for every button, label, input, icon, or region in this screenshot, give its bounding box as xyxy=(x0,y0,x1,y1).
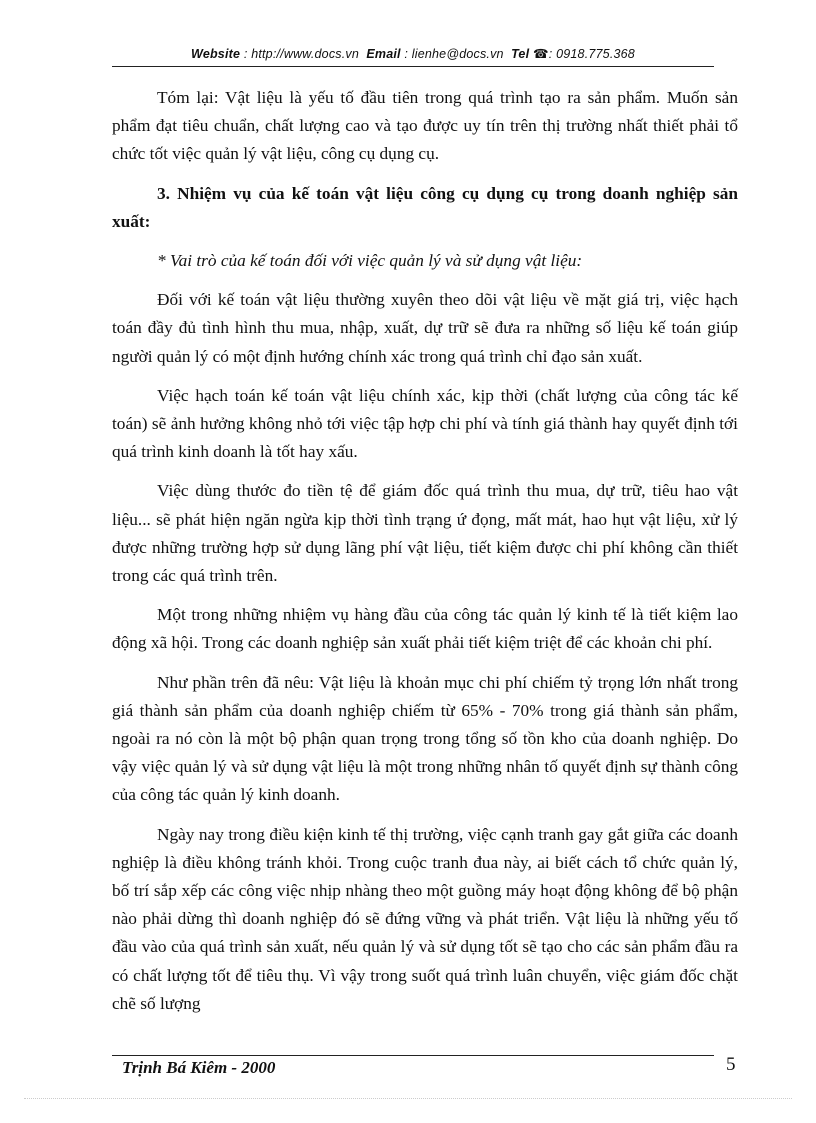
website-label: Website xyxy=(191,47,241,61)
email-label: Email xyxy=(366,47,401,61)
email-value: : lienhe@docs.vn xyxy=(404,47,504,61)
tel-label: Tel xyxy=(511,47,530,61)
page-header xyxy=(112,46,714,61)
phone-icon: ☎ xyxy=(532,47,549,61)
paragraph: Ngày nay trong điều kiện kinh tế thị trường, việc cạnh tranh gay gắt giữa các doanh nghiệp là điều không tránh khỏi. Trong cuộc tranh đua này, ai biết cách tổ chức quản lý, bố trí sắp xếp các công việc nhịp nhàng theo một guồng máy hoạt động không để bộ phận nào phải dừng thì doanh nghiệp đó sẽ đứng vững và phát triển. Vật liệu là những yếu tố đầu vào của quá trình sản xuất, nếu quản lý và sử dụng tốt sẽ tạo cho các sản phẩm đầu ra có chất lượng tốt để tiêu thụ. Vì vậy trong suốt quá trình luân chuyển, việc giám đốc chặt chẽ số lượng xyxy=(112,824,738,1013)
paragraph: Việc hạch toán kế toán vật liệu chính xác, kịp thời (chất lượng của công tác kế toán) sẽ ảnh hưởng không nhỏ tới việc tập hợp chi phí và tính giá thành hay quyết định tới quá trình kinh doanh là tốt hay xấu. xyxy=(112,385,738,462)
tel-value: : 0918.775.368 xyxy=(548,47,635,61)
footer-author: Trịnh Bá Kiêm - 2000 xyxy=(122,1058,276,1077)
subsection-heading: * Vai trò của kế toán đối với việc quản lý và sử dụng vật liệu: xyxy=(157,251,583,271)
paragraph-summary: Tóm lại: Vật liệu là yếu tố đầu tiên trong quá trình tạo ra sản phẩm. Muốn sản phẩm đạt tiêu chuẩn, chất lượng cao và tạo được uy tín trên thị trường nhất thiết phải tổ chức tốt việc quản lý vật liệu, công cụ dụng cụ. xyxy=(112,88,738,164)
footer-divider xyxy=(112,1055,714,1056)
paragraph: Đối với kế toán vật liệu thường xuyên theo dõi vật liệu về mặt giá trị, việc hạch toán đầy đủ tình hình thu mua, nhập, xuất, dự trữ sẽ đưa ra những số liệu kế toán giúp người quản lý có một định hướng chính xác trong quá trình chỉ đạo sản xuất. xyxy=(112,290,738,366)
page-edge-divider xyxy=(24,1098,792,1099)
document-body xyxy=(112,84,738,1029)
page-number: 5 xyxy=(726,1054,736,1075)
paragraph: Việc dùng thước đo tiền tệ để giám đốc quá trình thu mua, dự trữ, tiêu hao vật liệu... sẽ phát hiện ngăn ngừa kịp thời tình trạng ứ đọng, mất mát, hao hụt vật liệu, xử lý được những trường hợp sử dụng lãng phí vật liệu, tiết kiệm được chi phí không cần thiết trong các quá trình trên. xyxy=(112,481,738,586)
section-heading: 3. Nhiệm vụ của kế toán vật liệu công cụ dụng cụ trong doanh nghiệp sản xuất: xyxy=(112,183,738,231)
website-value: : http://www.docs.vn xyxy=(243,47,360,61)
paragraph: Như phần trên đã nêu: Vật liệu là khoản mục chi phí chiếm tỷ trọng lớn nhất trong giá thành sản phẩm của doanh nghiệp chiếm từ 65% - 70% trong giá thành sản phẩm, ngoài ra nó còn là một bộ phận quan trọng trong tổng số tồn kho của doanh nghiệp. Do vậy việc quản lý và sử dụng vật liệu là một trong những nhân tố quyết định sự thành công của công tác quản lý kinh doanh. xyxy=(112,672,738,805)
paragraph: Một trong những nhiệm vụ hàng đầu của công tác quản lý kinh tế là tiết kiệm lao động xã hội. Trong các doanh nghiệp sản xuất phải tiết kiệm triệt để các khoản chi phí. xyxy=(112,605,738,653)
header-divider xyxy=(112,66,714,67)
